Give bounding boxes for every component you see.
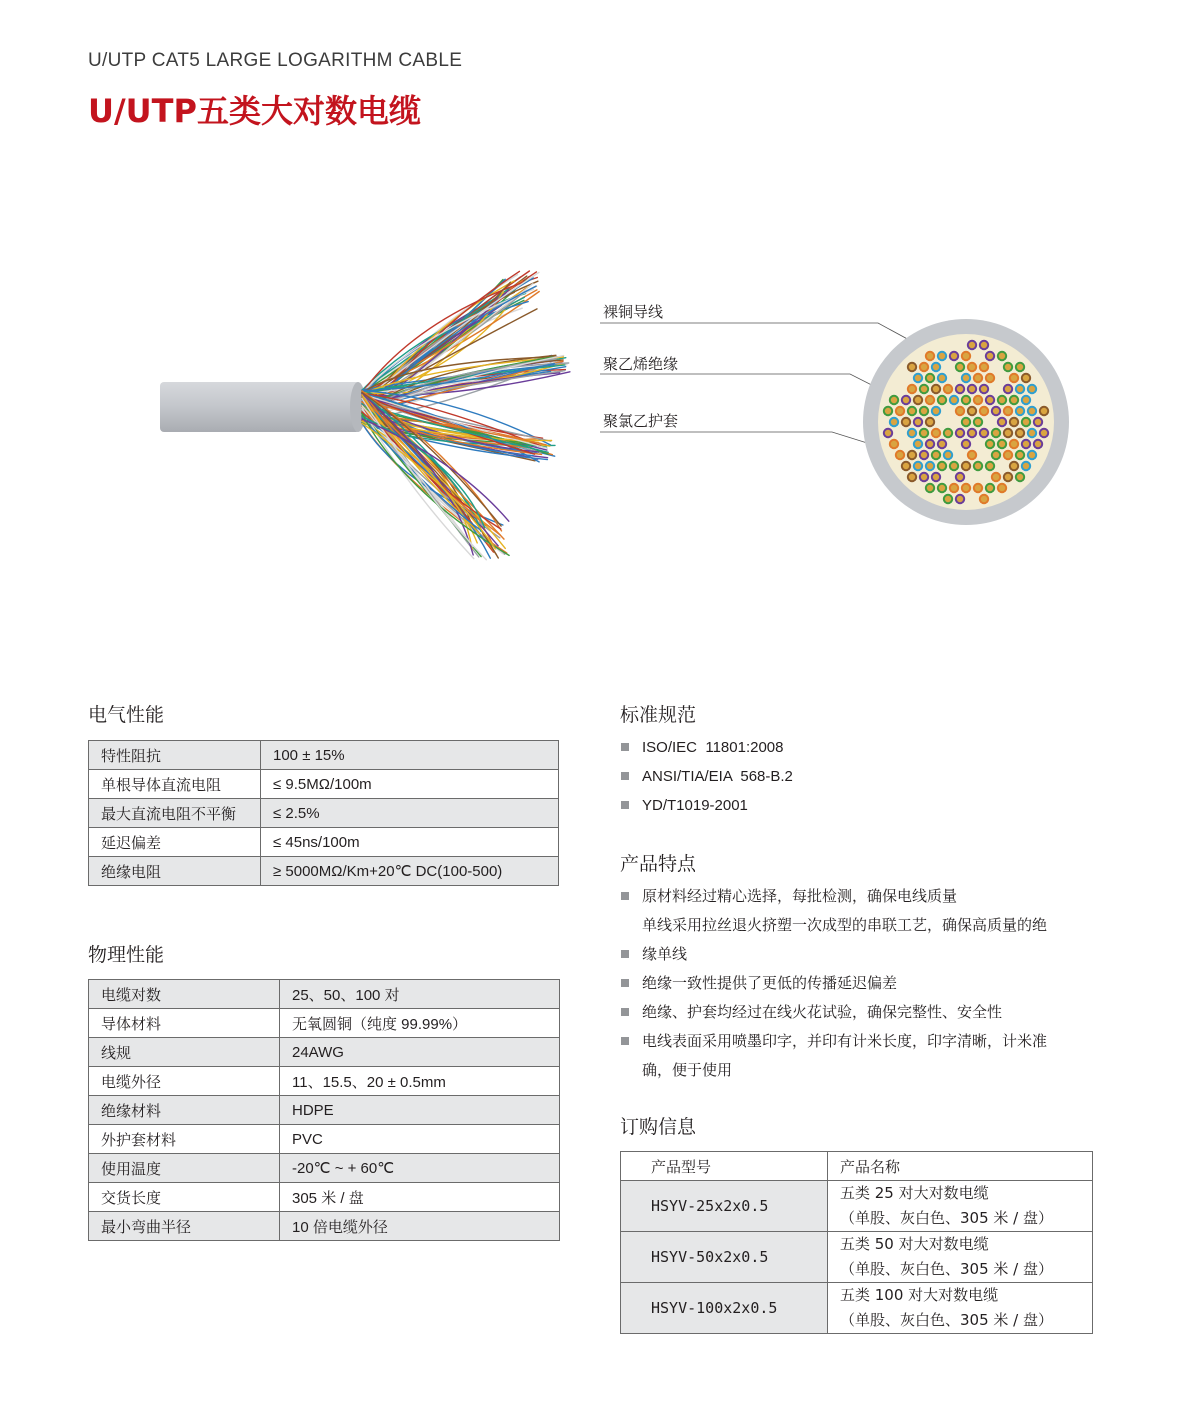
core-copper <box>975 419 981 425</box>
core-copper <box>1011 397 1017 403</box>
feature-text: 绝缘、护套均经过在线火花试验，确保完整性、安全性 <box>642 1003 1003 1021</box>
table-row <box>89 1096 560 1125</box>
callout-pe-insulation: 聚乙烯绝缘 <box>603 355 679 373</box>
core-copper <box>927 375 933 381</box>
feature-text: 单线采用拉丝退火挤塑一次成型的串联工艺，确保高质量的绝 <box>642 916 1048 934</box>
core-copper <box>969 452 975 458</box>
core-copper <box>1023 441 1029 447</box>
core-copper <box>1005 430 1011 436</box>
bullet-square-icon <box>621 950 629 958</box>
core-copper <box>933 364 939 370</box>
standard-text: ISO/IEC 11801:2008 <box>642 739 784 756</box>
core-copper <box>897 452 903 458</box>
product-name-line: 五类 25 对大对数电缆 <box>840 1184 989 1202</box>
spec-label: 电缆外径 <box>89 1067 280 1096</box>
cable-illustration <box>0 250 1200 570</box>
feature-text: 原材料经过精心选择，每批检测，确保电线质量 <box>642 887 958 905</box>
cable-photo <box>160 271 570 560</box>
core-copper <box>957 386 963 392</box>
core-copper <box>909 386 915 392</box>
spec-value: ≤ 9.5MΩ/100m <box>261 770 559 799</box>
core-copper <box>957 430 963 436</box>
bullet-square-icon <box>621 892 629 900</box>
core-copper <box>951 353 957 359</box>
core-copper <box>885 430 891 436</box>
product-name <box>828 1232 1093 1283</box>
table-row <box>89 1038 560 1067</box>
core-copper <box>903 419 909 425</box>
core-copper <box>927 353 933 359</box>
core-copper <box>969 408 975 414</box>
feature-text: 确，便于使用 <box>642 1061 733 1079</box>
core-copper <box>915 441 921 447</box>
core-copper <box>999 397 1005 403</box>
list-item <box>621 762 793 791</box>
subtitle-en: U/UTP CAT5 LARGE LOGARITHM CABLE <box>88 50 463 71</box>
core-copper <box>1041 430 1047 436</box>
spec-label: 使用温度 <box>89 1154 280 1183</box>
core-copper <box>999 485 1005 491</box>
table-row <box>89 770 559 799</box>
spec-value: 25、50、100 对 <box>280 980 560 1009</box>
core-copper <box>957 496 963 502</box>
spec-label: 外护套材料 <box>89 1125 280 1154</box>
core-copper <box>927 485 933 491</box>
core-copper <box>1005 474 1011 480</box>
core-copper <box>915 375 921 381</box>
core-copper <box>903 397 909 403</box>
core-copper <box>921 386 927 392</box>
core-copper <box>915 419 921 425</box>
spec-value: ≥ 5000MΩ/Km+20℃ DC(100-500) <box>261 857 559 886</box>
core-copper <box>969 430 975 436</box>
spec-value: ≤ 2.5% <box>261 799 559 828</box>
core-copper <box>885 408 891 414</box>
spec-value: -20℃ ~ + 60℃ <box>280 1154 560 1183</box>
product-name-detail: （单股、灰白色、305 米 / 盘） <box>840 1311 1053 1329</box>
core-copper <box>933 474 939 480</box>
spec-label: 最大直流电阻不平衡 <box>89 799 261 828</box>
bullet-square-icon <box>621 743 629 751</box>
page-title: U/UTP五类大对数电缆 <box>88 92 421 130</box>
core-copper <box>933 408 939 414</box>
list-item <box>621 969 1047 998</box>
core-copper <box>993 474 999 480</box>
core-copper <box>921 452 927 458</box>
core-copper <box>963 353 969 359</box>
core-copper <box>921 364 927 370</box>
core-copper <box>987 375 993 381</box>
core-copper <box>1005 408 1011 414</box>
core-copper <box>987 463 993 469</box>
core-copper <box>963 485 969 491</box>
table-row <box>89 980 560 1009</box>
core-copper <box>915 463 921 469</box>
core-copper <box>1011 441 1017 447</box>
core-copper <box>1041 408 1047 414</box>
core-copper <box>939 353 945 359</box>
core-copper <box>939 485 945 491</box>
product-model: HSYV-100x2x0.5 <box>621 1283 828 1334</box>
core-copper <box>981 496 987 502</box>
core-copper <box>969 386 975 392</box>
core-copper <box>987 441 993 447</box>
core-copper <box>975 375 981 381</box>
core-copper <box>957 408 963 414</box>
electrical-title: 电气性能 <box>88 704 165 726</box>
core-copper <box>1017 452 1023 458</box>
spec-value: 24AWG <box>280 1038 560 1067</box>
core-copper <box>981 430 987 436</box>
core-copper <box>963 375 969 381</box>
core-copper <box>1035 419 1041 425</box>
core-copper <box>1011 463 1017 469</box>
core-copper <box>981 364 987 370</box>
table-row <box>89 799 559 828</box>
core-copper <box>993 430 999 436</box>
spec-label: 电缆对数 <box>89 980 280 1009</box>
core-copper <box>915 397 921 403</box>
bullet-square-icon <box>621 979 629 987</box>
core-copper <box>927 397 933 403</box>
core-copper <box>999 419 1005 425</box>
bullet-square-icon <box>621 772 629 780</box>
core-copper <box>987 353 993 359</box>
core-copper <box>1005 386 1011 392</box>
core-copper <box>909 452 915 458</box>
core-copper <box>1017 364 1023 370</box>
spec-label: 导体材料 <box>89 1009 280 1038</box>
core-copper <box>939 375 945 381</box>
list-item <box>621 940 1047 969</box>
table-row <box>89 828 559 857</box>
table-header-row <box>621 1152 1093 1181</box>
table-row <box>89 1067 560 1096</box>
core-copper <box>909 408 915 414</box>
core-copper <box>963 463 969 469</box>
bullet-square-icon <box>621 1008 629 1016</box>
column-header-model: 产品型号 <box>621 1152 828 1181</box>
list-item <box>621 998 1047 1027</box>
bullet-square-icon <box>621 801 629 809</box>
core-copper <box>1023 397 1029 403</box>
core-copper <box>903 463 909 469</box>
core-copper <box>1017 474 1023 480</box>
feature-text: 缘单线 <box>642 945 688 963</box>
core-copper <box>957 474 963 480</box>
core-copper <box>1017 430 1023 436</box>
core-copper <box>939 463 945 469</box>
callout-bare-copper: 裸铜导线 <box>603 303 664 321</box>
core-copper <box>975 397 981 403</box>
features-title: 产品特点 <box>620 853 697 875</box>
feature-text: 绝缘一致性提供了更低的传播延迟偏差 <box>642 974 898 992</box>
core-copper <box>1017 408 1023 414</box>
product-name-line: 五类 100 对大对数电缆 <box>840 1286 999 1304</box>
list-item <box>621 1027 1047 1056</box>
spec-label: 线规 <box>89 1038 280 1067</box>
core-copper <box>981 408 987 414</box>
core-copper <box>927 419 933 425</box>
core-copper <box>963 419 969 425</box>
spec-value: 100 ± 15% <box>261 741 559 770</box>
core-copper <box>909 364 915 370</box>
core-copper <box>933 386 939 392</box>
core-copper <box>1011 375 1017 381</box>
bullet-square-icon <box>621 1037 629 1045</box>
core-copper <box>891 397 897 403</box>
core-copper <box>891 441 897 447</box>
core-copper <box>981 342 987 348</box>
table-row <box>89 1154 560 1183</box>
cross-section <box>863 319 1069 525</box>
standard-text: ANSI/TIA/EIA 568-B.2 <box>642 768 793 785</box>
spec-value: ≤ 45ns/100m <box>261 828 559 857</box>
core-copper <box>933 430 939 436</box>
core-copper <box>975 485 981 491</box>
table-row <box>89 1212 560 1241</box>
table-row <box>621 1232 1093 1283</box>
core-copper <box>1029 430 1035 436</box>
core-copper <box>1011 419 1017 425</box>
order-title: 订购信息 <box>620 1116 697 1138</box>
core-copper <box>987 485 993 491</box>
product-name <box>828 1181 1093 1232</box>
product-name <box>828 1283 1093 1334</box>
core-copper <box>1035 441 1041 447</box>
list-item <box>621 1056 1047 1085</box>
spec-value: 11、15.5、20 ± 0.5mm <box>280 1067 560 1096</box>
core-copper <box>945 496 951 502</box>
feature-text: 电线表面采用喷墨印字，并印有计米长度，印字清晰，计米准 <box>642 1032 1048 1050</box>
product-model: HSYV-25x2x0.5 <box>621 1181 828 1232</box>
core-copper <box>1023 375 1029 381</box>
core-copper <box>909 430 915 436</box>
core-copper <box>1023 463 1029 469</box>
product-model: HSYV-50x2x0.5 <box>621 1232 828 1283</box>
core-copper <box>939 441 945 447</box>
table-row <box>621 1181 1093 1232</box>
spec-value: HDPE <box>280 1096 560 1125</box>
list-item <box>621 733 793 762</box>
electrical-table <box>88 740 559 886</box>
core-copper <box>945 430 951 436</box>
spec-value: PVC <box>280 1125 560 1154</box>
core-copper <box>993 408 999 414</box>
callout-pvc-jacket: 聚氯乙护套 <box>603 412 679 430</box>
physical-table <box>88 979 560 1241</box>
standards-title: 标准规范 <box>620 704 697 726</box>
table-row <box>89 1183 560 1212</box>
spec-label: 延迟偏差 <box>89 828 261 857</box>
product-name-detail: （单股、灰白色、305 米 / 盘） <box>840 1260 1053 1278</box>
table-row <box>89 1125 560 1154</box>
table-row <box>621 1283 1093 1334</box>
order-table <box>620 1151 1093 1334</box>
core-copper <box>1017 386 1023 392</box>
core-copper <box>951 463 957 469</box>
core-copper <box>951 485 957 491</box>
core-copper <box>957 364 963 370</box>
core-copper <box>1023 419 1029 425</box>
list-item <box>621 791 793 820</box>
core-copper <box>963 397 969 403</box>
core-copper <box>969 364 975 370</box>
core-copper <box>999 441 1005 447</box>
standard-text: YD/T1019-2001 <box>642 797 748 814</box>
core-copper <box>921 408 927 414</box>
core-copper <box>951 397 957 403</box>
core-copper <box>939 397 945 403</box>
core-copper <box>1005 364 1011 370</box>
core-copper <box>945 452 951 458</box>
core-copper <box>927 441 933 447</box>
spec-label: 单根导体直流电阻 <box>89 770 261 799</box>
core-copper <box>909 474 915 480</box>
spec-label: 最小弯曲半径 <box>89 1212 280 1241</box>
core-copper <box>999 353 1005 359</box>
table-row <box>89 741 559 770</box>
core-copper <box>993 452 999 458</box>
product-name-line: 五类 50 对大对数电缆 <box>840 1235 989 1253</box>
core-copper <box>927 463 933 469</box>
core-copper <box>945 386 951 392</box>
core-copper <box>981 386 987 392</box>
standards-list <box>621 733 793 820</box>
spec-label: 绝缘材料 <box>89 1096 280 1125</box>
features-list <box>621 882 1047 1085</box>
core-copper <box>891 419 897 425</box>
list-item <box>621 911 1047 940</box>
spec-value: 10 倍电缆外径 <box>280 1212 560 1241</box>
spec-label: 绝缘电阻 <box>89 857 261 886</box>
table-row <box>89 1009 560 1038</box>
core-copper <box>1029 408 1035 414</box>
core-copper <box>921 474 927 480</box>
core-copper <box>963 441 969 447</box>
core-copper <box>987 397 993 403</box>
core-copper <box>1005 452 1011 458</box>
column-header-name: 产品名称 <box>828 1152 1093 1181</box>
product-name-detail: （单股、灰白色、305 米 / 盘） <box>840 1209 1053 1227</box>
spec-label: 特性阻抗 <box>89 741 261 770</box>
core-copper <box>975 463 981 469</box>
spec-label: 交货长度 <box>89 1183 280 1212</box>
list-item <box>621 882 1047 911</box>
table-row <box>89 857 559 886</box>
spec-value: 无氧圆铜（纯度 99.99%） <box>280 1009 560 1038</box>
spec-value: 305 米 / 盘 <box>280 1183 560 1212</box>
core-copper <box>921 430 927 436</box>
physical-title: 物理性能 <box>88 944 165 966</box>
core-copper <box>933 452 939 458</box>
core-copper <box>1029 452 1035 458</box>
core-copper <box>1029 386 1035 392</box>
core-copper <box>969 342 975 348</box>
core-copper <box>897 408 903 414</box>
